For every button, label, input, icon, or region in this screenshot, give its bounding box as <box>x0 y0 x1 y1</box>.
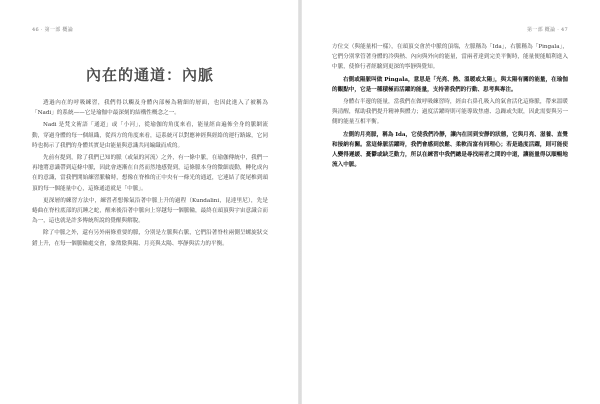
paragraph: 身體右半邊的能量，當我們在做呼吸練習時，經由右鼻孔吸入的氣會活化這條脈，帶來溫暖與清醒，幫助我們提升精神與體力；過度活躍時則可能導致焦慮、急躁或失眠，因此需要與另一側的能量互相平衡。 <box>332 99 568 126</box>
left-page-body <box>32 98 268 251</box>
right-page-header: 第一部 概論 · 47 <box>526 27 568 33</box>
right-page-body <box>332 42 568 172</box>
section-title: 內在的通道：內脈 <box>85 66 214 84</box>
paragraph: 更深層的練習方法中，練習者想像氣沿著中脈上升的過程（Kundalini，昆達里尼），先是蜷曲在脊柱底部的沉睡之蛇，醒來後沿著中脈向上穿越每一個脈輪，最終在頭頂與宇宙意識合而為一，這也就是許多傳統所說的覺醒與解脫。 <box>32 197 268 225</box>
paragraph-bold: 右側或陽脈叫做 Pingala，意思是「光亮、熱、溫暖或太陽」，與太陽有關的能量，在瑜伽的觀點中，它是一種積極而活躍的能量，支持著我們的行動、思考與專注。 <box>332 76 568 93</box>
left-page-header: 46 · 第一部 概論 <box>32 27 74 33</box>
paragraph: 方位交（與能量相一樣），在頭頂交會於中脈的頂端，左脈稱為「Ida」，右脈稱為「Pingala」，它們分別掌管著身體的冷與熱、內向與外向的能量，當兩者達到完美平衡時，能量便能順利進入中脈，使修行者經驗到更深的寧靜與覺知。 <box>332 44 568 71</box>
paragraph: Nadi 是梵文術語「通道」或「小河」，從瑜伽的角度來看，能量經由遍佈全身的脈網流動，穿過身體的每一個組織，從西方的角度來看，這系統可以對應神經與經絡的運行路線，它同時也揭示了我們的身體其實是由能量與意識共同編織而成的。 <box>32 122 268 149</box>
paragraph: 先前有提到，除了我們已知的脈（或氣的河流）之外，有一條中脈，在瑜伽傳統中，我們一再地將意識帶到這條中脈，因此會逐漸在自然而然地感覺到，這條脈本身的微細震動，轉化成內在的意識，當我們開始練習脈輪時，想像在脊椎的正中央有一條光的通道，它連結了從尾椎到頭頂的每一個能量中心，這條通道就是「中脈」。 <box>32 155 268 192</box>
paragraph: 透過內在的呼吸練習，我們得以觸及身體內部極為精細的層面，也因此進入了被稱為「Nadi」的系統——它是瑜伽中最深刻的結構性概念之一。 <box>32 100 268 117</box>
paragraph: 除了中脈之外，還有另外兩條重要的脈，分別是左脈與右脈，它們沿著脊柱兩側呈螺旋狀交錯上升，在每一個脈輪處交會，象徵陰與陽、月亮與太陽、寧靜與活力的平衡。 <box>32 230 268 247</box>
right-page <box>300 0 600 404</box>
paragraph-bold: 左側的月亮脈，稱為 Ida，它使我們冷靜，讓內在回到安靜的狀態，它與月亮、滋養、直覺和接納有關。當這條脈活躍時，我們會感到放鬆、柔軟而富有同理心；若是過度活躍，則可能使人變得遲緩、憂鬱或缺乏動力，所以在練習中我們總是尋找兩者之間的中道，讓能量得以順暢地流入中脈。 <box>332 131 568 169</box>
